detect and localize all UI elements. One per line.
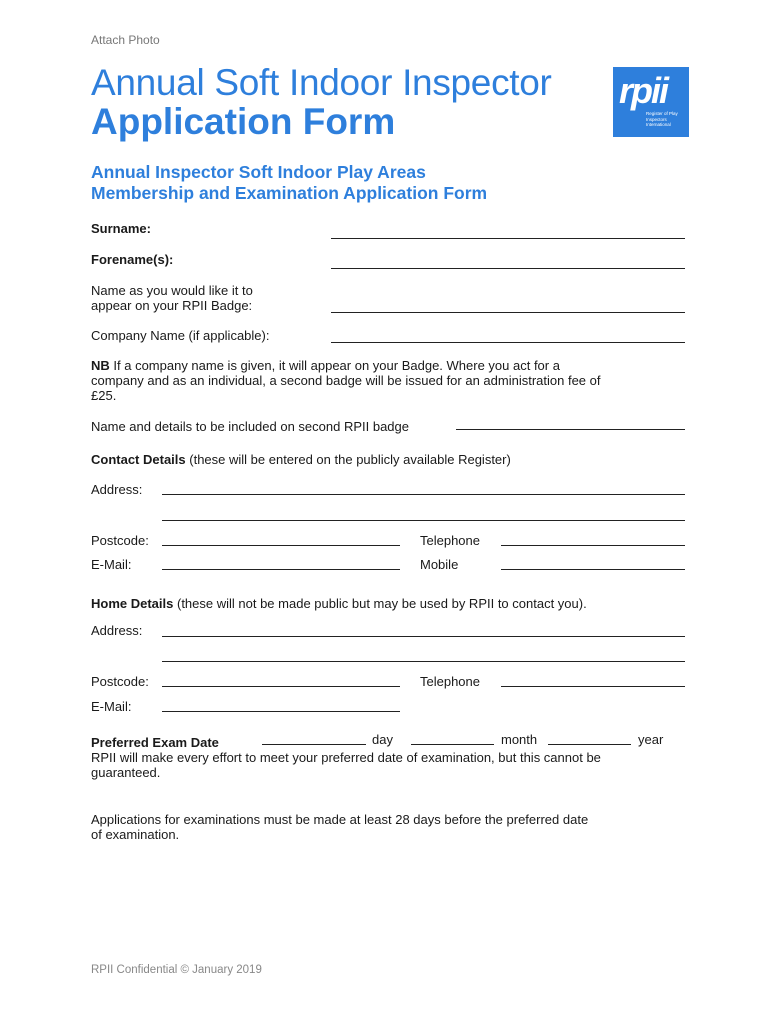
company-label: Company Name (if applicable): bbox=[91, 328, 270, 343]
page-title-line1: Annual Soft Indoor Inspector bbox=[91, 62, 552, 103]
contact-address-label: Address: bbox=[91, 482, 143, 497]
contact-heading-note: (these will be entered on the publicly available Register) bbox=[185, 452, 511, 467]
exam-deadline-note bbox=[91, 812, 691, 842]
forenames-field[interactable] bbox=[331, 268, 685, 269]
home-heading-text: Home Details bbox=[91, 596, 174, 611]
exam-note-line1: RPII will make every effort to meet your preferred date of examination, but this cannot be bbox=[91, 750, 601, 765]
contact-mobile-field[interactable] bbox=[501, 569, 685, 570]
surname-field[interactable] bbox=[331, 238, 685, 239]
badge-name-label-line2: appear on your RPII Badge: bbox=[91, 298, 253, 313]
exam-note bbox=[91, 750, 691, 780]
exam-month-label: month bbox=[501, 732, 538, 747]
nb-note bbox=[91, 358, 691, 403]
nb-label: NB bbox=[91, 358, 110, 373]
nb-text-3: £25. bbox=[91, 388, 117, 403]
second-badge-field[interactable] bbox=[456, 429, 685, 430]
home-email-label: E-Mail: bbox=[91, 699, 132, 714]
contact-postcode-field[interactable] bbox=[162, 545, 400, 546]
attach-photo-label: Attach Photo bbox=[91, 33, 160, 47]
logo-text: rpii bbox=[619, 70, 668, 111]
exam-day-field[interactable] bbox=[262, 744, 366, 745]
page-title-line2: Application Form bbox=[91, 101, 396, 142]
exam-year-label: year bbox=[638, 732, 664, 747]
footer-confidential: RPII Confidential © January 2019 bbox=[91, 964, 262, 976]
exam-year-field[interactable] bbox=[548, 744, 631, 745]
subtitle-line2: Membership and Examination Application Form bbox=[91, 183, 488, 203]
contact-address-field-1[interactable] bbox=[162, 494, 685, 495]
exam-deadline-line1: Applications for examinations must be made at least 28 days before the preferred date bbox=[91, 812, 589, 827]
home-details-heading bbox=[91, 596, 587, 611]
exam-note-line2: guaranteed. bbox=[91, 765, 161, 780]
contact-address-field-2[interactable] bbox=[162, 520, 685, 521]
contact-email-field[interactable] bbox=[162, 569, 400, 570]
contact-telephone-label: Telephone bbox=[420, 533, 480, 548]
home-address-label: Address: bbox=[91, 623, 143, 638]
second-badge-label: Name and details to be included on second RPII badge bbox=[91, 419, 409, 434]
forenames-label: Forename(s): bbox=[91, 252, 174, 267]
home-address-field-2[interactable] bbox=[162, 661, 685, 662]
home-postcode-field[interactable] bbox=[162, 686, 400, 687]
form-subtitle bbox=[91, 162, 487, 204]
home-postcode-label: Postcode: bbox=[91, 674, 149, 689]
exam-day-label: day bbox=[372, 732, 393, 747]
badge-name-field[interactable] bbox=[331, 312, 685, 313]
subtitle-line1: Annual Inspector Soft Indoor Play Areas bbox=[91, 162, 426, 182]
rpii-logo bbox=[613, 67, 689, 137]
home-telephone-label: Telephone bbox=[420, 674, 480, 689]
surname-label: Surname: bbox=[91, 221, 151, 236]
exam-month-field[interactable] bbox=[411, 744, 494, 745]
contact-telephone-field[interactable] bbox=[501, 545, 685, 546]
nb-text-2: company and as an individual, a second badge will be issued for an administration fee of bbox=[91, 373, 601, 388]
logo-subtext: Register of Play Inspectors International bbox=[646, 111, 678, 127]
contact-mobile-label: Mobile bbox=[420, 557, 459, 572]
nb-text-1: If a company name is given, it will appear on your Badge. Where you act for a bbox=[109, 358, 560, 373]
contact-postcode-label: Postcode: bbox=[91, 533, 149, 548]
badge-name-label bbox=[91, 283, 253, 313]
home-address-field-1[interactable] bbox=[162, 636, 685, 637]
exam-deadline-line2: of examination. bbox=[91, 827, 180, 842]
contact-details-heading bbox=[91, 452, 511, 467]
contact-heading-text: Contact Details bbox=[91, 452, 186, 467]
exam-date-label: Preferred Exam Date bbox=[91, 735, 219, 750]
contact-email-label: E-Mail: bbox=[91, 557, 132, 572]
home-email-field[interactable] bbox=[162, 711, 400, 712]
badge-name-label-line1: Name as you would like it to bbox=[91, 283, 253, 298]
home-telephone-field[interactable] bbox=[501, 686, 685, 687]
company-field[interactable] bbox=[331, 342, 685, 343]
home-heading-note: (these will not be made public but may be used by RPII to contact you). bbox=[173, 596, 587, 611]
